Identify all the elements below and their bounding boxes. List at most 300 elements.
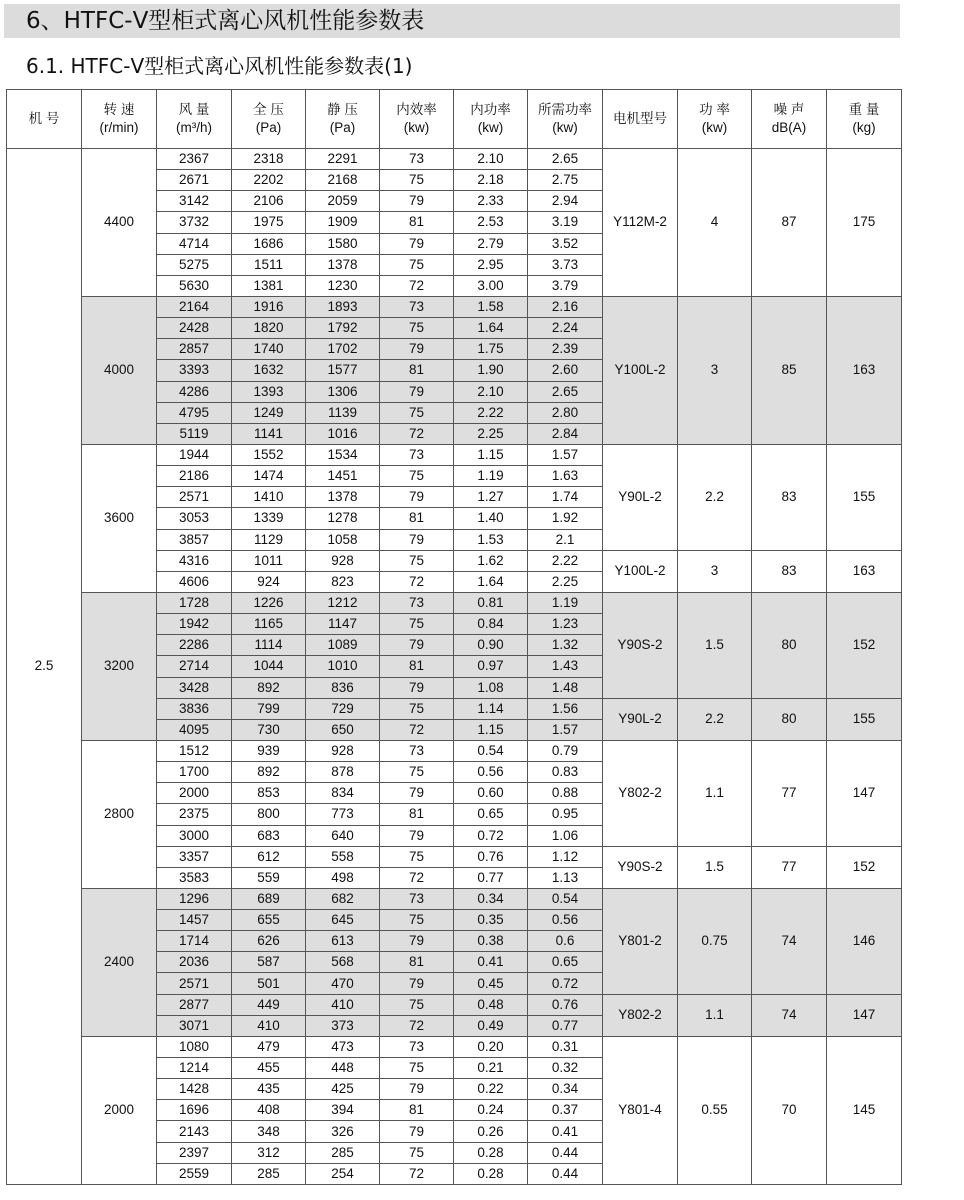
airflow-cell: 1214 xyxy=(157,1058,232,1079)
airflow-cell: 4095 xyxy=(157,719,232,740)
airflow-cell: 2375 xyxy=(157,804,232,825)
required-power-cell: 2.80 xyxy=(528,402,603,423)
internal-power-cell: 2.25 xyxy=(454,423,528,444)
airflow-cell: 2559 xyxy=(157,1163,232,1184)
total-pressure-cell: 799 xyxy=(232,698,306,719)
speed-cell: 2000 xyxy=(82,1036,157,1184)
static-pressure-cell: 1702 xyxy=(306,339,380,360)
required-power-cell: 2.25 xyxy=(528,571,603,592)
airflow-cell: 1296 xyxy=(157,888,232,909)
airflow-cell: 3071 xyxy=(157,1015,232,1036)
efficiency-cell: 72 xyxy=(380,423,454,444)
motor-power-cell: 2.2 xyxy=(678,698,752,740)
internal-power-cell: 0.35 xyxy=(454,910,528,931)
internal-power-cell: 1.15 xyxy=(454,719,528,740)
static-pressure-cell: 823 xyxy=(306,571,380,592)
required-power-cell: 1.63 xyxy=(528,466,603,487)
total-pressure-cell: 1686 xyxy=(232,233,306,254)
static-pressure-cell: 1139 xyxy=(306,402,380,423)
speed-cell: 4000 xyxy=(82,296,157,444)
efficiency-cell: 79 xyxy=(380,677,454,698)
efficiency-cell: 81 xyxy=(380,1100,454,1121)
required-power-cell: 1.74 xyxy=(528,487,603,508)
internal-power-cell: 2.22 xyxy=(454,402,528,423)
static-pressure-cell: 836 xyxy=(306,677,380,698)
efficiency-cell: 75 xyxy=(380,318,454,339)
motor-model-cell: Y100L-2 xyxy=(603,550,678,592)
total-pressure-cell: 1410 xyxy=(232,487,306,508)
internal-power-cell: 0.38 xyxy=(454,931,528,952)
column-header-line: (kw) xyxy=(701,120,728,135)
total-pressure-cell: 626 xyxy=(232,931,306,952)
total-pressure-cell: 285 xyxy=(232,1163,306,1184)
static-pressure-cell: 1378 xyxy=(306,487,380,508)
static-pressure-cell: 2059 xyxy=(306,191,380,212)
motor-model-cell: Y112M-2 xyxy=(603,149,678,297)
required-power-cell: 1.57 xyxy=(528,719,603,740)
column-header-line: 内功率 xyxy=(470,102,511,117)
column-header-line: 转 速 xyxy=(103,102,135,117)
internal-power-cell: 1.58 xyxy=(454,296,528,317)
total-pressure-cell: 449 xyxy=(232,994,306,1015)
table-row xyxy=(7,592,902,613)
efficiency-cell: 73 xyxy=(380,740,454,761)
static-pressure-cell: 650 xyxy=(306,719,380,740)
column-header xyxy=(603,90,678,149)
efficiency-cell: 75 xyxy=(380,698,454,719)
noise-cell: 80 xyxy=(752,592,827,698)
efficiency-cell: 73 xyxy=(380,444,454,465)
motor-power-cell: 3 xyxy=(678,550,752,592)
required-power-cell: 0.6 xyxy=(528,931,603,952)
static-pressure-cell: 928 xyxy=(306,740,380,761)
efficiency-cell: 81 xyxy=(380,508,454,529)
total-pressure-cell: 1975 xyxy=(232,212,306,233)
efficiency-cell: 73 xyxy=(380,296,454,317)
required-power-cell: 2.16 xyxy=(528,296,603,317)
airflow-cell: 3732 xyxy=(157,212,232,233)
static-pressure-cell: 1089 xyxy=(306,635,380,656)
total-pressure-cell: 892 xyxy=(232,677,306,698)
total-pressure-cell: 1474 xyxy=(232,466,306,487)
required-power-cell: 2.24 xyxy=(528,318,603,339)
motor-model-cell: Y802-2 xyxy=(603,740,678,846)
airflow-cell: 3857 xyxy=(157,529,232,550)
required-power-cell: 0.44 xyxy=(528,1142,603,1163)
required-power-cell: 0.34 xyxy=(528,1079,603,1100)
column-header xyxy=(82,90,157,149)
total-pressure-cell: 939 xyxy=(232,740,306,761)
static-pressure-cell: 1147 xyxy=(306,614,380,635)
internal-power-cell: 0.41 xyxy=(454,952,528,973)
total-pressure-cell: 455 xyxy=(232,1058,306,1079)
internal-power-cell: 1.53 xyxy=(454,529,528,550)
weight-cell: 146 xyxy=(827,888,902,994)
internal-power-cell: 1.90 xyxy=(454,360,528,381)
noise-cell: 87 xyxy=(752,149,827,297)
table-body xyxy=(7,149,902,1185)
internal-power-cell: 1.27 xyxy=(454,487,528,508)
column-header-line: (r/min) xyxy=(99,120,139,135)
motor-power-cell: 0.55 xyxy=(678,1036,752,1184)
required-power-cell: 0.65 xyxy=(528,952,603,973)
airflow-cell: 2714 xyxy=(157,656,232,677)
airflow-cell: 2671 xyxy=(157,170,232,191)
airflow-cell: 3142 xyxy=(157,191,232,212)
static-pressure-cell: 1577 xyxy=(306,360,380,381)
internal-power-cell: 1.08 xyxy=(454,677,528,698)
required-power-cell: 3.79 xyxy=(528,275,603,296)
required-power-cell: 0.54 xyxy=(528,888,603,909)
total-pressure-cell: 612 xyxy=(232,846,306,867)
column-header xyxy=(232,90,306,149)
column-header xyxy=(380,90,454,149)
efficiency-cell: 79 xyxy=(380,1121,454,1142)
required-power-cell: 0.72 xyxy=(528,973,603,994)
required-power-cell: 2.39 xyxy=(528,339,603,360)
internal-power-cell: 0.45 xyxy=(454,973,528,994)
efficiency-cell: 79 xyxy=(380,339,454,360)
efficiency-cell: 72 xyxy=(380,719,454,740)
column-header-line: 风 量 xyxy=(178,102,210,117)
weight-cell: 163 xyxy=(827,296,902,444)
static-pressure-cell: 1230 xyxy=(306,275,380,296)
total-pressure-cell: 435 xyxy=(232,1079,306,1100)
noise-cell: 77 xyxy=(752,740,827,846)
total-pressure-cell: 1632 xyxy=(232,360,306,381)
airflow-cell: 4714 xyxy=(157,233,232,254)
airflow-cell: 2428 xyxy=(157,318,232,339)
noise-cell: 74 xyxy=(752,994,827,1036)
internal-power-cell: 0.20 xyxy=(454,1036,528,1057)
total-pressure-cell: 1114 xyxy=(232,635,306,656)
column-header-line: 全 压 xyxy=(253,102,284,117)
efficiency-cell: 75 xyxy=(380,254,454,275)
required-power-cell: 2.94 xyxy=(528,191,603,212)
total-pressure-cell: 559 xyxy=(232,867,306,888)
efficiency-cell: 81 xyxy=(380,656,454,677)
total-pressure-cell: 1916 xyxy=(232,296,306,317)
internal-power-cell: 0.84 xyxy=(454,614,528,635)
static-pressure-cell: 682 xyxy=(306,888,380,909)
airflow-cell: 5119 xyxy=(157,423,232,444)
efficiency-cell: 75 xyxy=(380,466,454,487)
efficiency-cell: 72 xyxy=(380,1015,454,1036)
static-pressure-cell: 2291 xyxy=(306,149,380,170)
static-pressure-cell: 394 xyxy=(306,1100,380,1121)
motor-model-cell: Y100L-2 xyxy=(603,296,678,444)
total-pressure-cell: 501 xyxy=(232,973,306,994)
airflow-cell: 2877 xyxy=(157,994,232,1015)
internal-power-cell: 0.26 xyxy=(454,1121,528,1142)
required-power-cell: 2.65 xyxy=(528,149,603,170)
motor-model-cell: Y801-2 xyxy=(603,888,678,994)
internal-power-cell: 0.34 xyxy=(454,888,528,909)
table-row xyxy=(7,888,902,909)
table-row xyxy=(7,1036,902,1057)
static-pressure-cell: 834 xyxy=(306,783,380,804)
column-header-line: 所需功率 xyxy=(538,102,592,117)
column-header xyxy=(454,90,528,149)
efficiency-cell: 79 xyxy=(380,825,454,846)
total-pressure-cell: 1339 xyxy=(232,508,306,529)
total-pressure-cell: 1129 xyxy=(232,529,306,550)
airflow-cell: 1512 xyxy=(157,740,232,761)
airflow-cell: 4606 xyxy=(157,571,232,592)
total-pressure-cell: 1141 xyxy=(232,423,306,444)
airflow-cell: 1728 xyxy=(157,592,232,613)
column-header-line: dB(A) xyxy=(771,120,807,135)
internal-power-cell: 0.76 xyxy=(454,846,528,867)
efficiency-cell: 79 xyxy=(380,529,454,550)
airflow-cell: 2186 xyxy=(157,466,232,487)
required-power-cell: 1.57 xyxy=(528,444,603,465)
weight-cell: 147 xyxy=(827,994,902,1036)
total-pressure-cell: 2318 xyxy=(232,149,306,170)
efficiency-cell: 79 xyxy=(380,783,454,804)
efficiency-cell: 79 xyxy=(380,635,454,656)
required-power-cell: 2.60 xyxy=(528,360,603,381)
column-header-line: (Pa) xyxy=(329,120,356,135)
table-row xyxy=(7,444,902,465)
total-pressure-cell: 1249 xyxy=(232,402,306,423)
internal-power-cell: 2.79 xyxy=(454,233,528,254)
internal-power-cell: 0.60 xyxy=(454,783,528,804)
efficiency-cell: 72 xyxy=(380,275,454,296)
internal-power-cell: 2.10 xyxy=(454,149,528,170)
total-pressure-cell: 1820 xyxy=(232,318,306,339)
total-pressure-cell: 1552 xyxy=(232,444,306,465)
static-pressure-cell: 928 xyxy=(306,550,380,571)
efficiency-cell: 79 xyxy=(380,973,454,994)
internal-power-cell: 2.33 xyxy=(454,191,528,212)
total-pressure-cell: 1740 xyxy=(232,339,306,360)
internal-power-cell: 1.19 xyxy=(454,466,528,487)
efficiency-cell: 75 xyxy=(380,170,454,191)
internal-power-cell: 0.28 xyxy=(454,1142,528,1163)
efficiency-cell: 79 xyxy=(380,233,454,254)
efficiency-cell: 81 xyxy=(380,212,454,233)
efficiency-cell: 81 xyxy=(380,804,454,825)
static-pressure-cell: 1378 xyxy=(306,254,380,275)
column-header-line: (kw) xyxy=(403,120,430,135)
total-pressure-cell: 1511 xyxy=(232,254,306,275)
motor-model-cell: Y801-4 xyxy=(603,1036,678,1184)
internal-power-cell: 1.40 xyxy=(454,508,528,529)
column-header xyxy=(827,90,902,149)
total-pressure-cell: 408 xyxy=(232,1100,306,1121)
airflow-cell: 2571 xyxy=(157,487,232,508)
internal-power-cell: 1.62 xyxy=(454,550,528,571)
internal-power-cell: 2.18 xyxy=(454,170,528,191)
efficiency-cell: 75 xyxy=(380,1058,454,1079)
required-power-cell: 0.83 xyxy=(528,762,603,783)
efficiency-cell: 75 xyxy=(380,762,454,783)
static-pressure-cell: 410 xyxy=(306,994,380,1015)
column-header-line: 静 压 xyxy=(327,102,358,117)
static-pressure-cell: 1058 xyxy=(306,529,380,550)
airflow-cell: 2571 xyxy=(157,973,232,994)
airflow-cell: 2397 xyxy=(157,1142,232,1163)
airflow-cell: 1696 xyxy=(157,1100,232,1121)
total-pressure-cell: 1165 xyxy=(232,614,306,635)
static-pressure-cell: 1010 xyxy=(306,656,380,677)
internal-power-cell: 1.64 xyxy=(454,318,528,339)
airflow-cell: 2286 xyxy=(157,635,232,656)
efficiency-cell: 72 xyxy=(380,867,454,888)
total-pressure-cell: 683 xyxy=(232,825,306,846)
static-pressure-cell: 473 xyxy=(306,1036,380,1057)
internal-power-cell: 0.54 xyxy=(454,740,528,761)
efficiency-cell: 73 xyxy=(380,1036,454,1057)
internal-power-cell: 0.77 xyxy=(454,867,528,888)
internal-power-cell: 0.21 xyxy=(454,1058,528,1079)
table-row xyxy=(7,149,902,170)
total-pressure-cell: 410 xyxy=(232,1015,306,1036)
total-pressure-cell: 892 xyxy=(232,762,306,783)
airflow-cell: 1942 xyxy=(157,614,232,635)
internal-power-cell: 0.72 xyxy=(454,825,528,846)
column-header-line: (Pa) xyxy=(255,120,282,135)
total-pressure-cell: 312 xyxy=(232,1142,306,1163)
static-pressure-cell: 326 xyxy=(306,1121,380,1142)
column-header xyxy=(528,90,603,149)
required-power-cell: 0.32 xyxy=(528,1058,603,1079)
motor-power-cell: 1.1 xyxy=(678,994,752,1036)
total-pressure-cell: 800 xyxy=(232,804,306,825)
internal-power-cell: 0.90 xyxy=(454,635,528,656)
required-power-cell: 1.48 xyxy=(528,677,603,698)
required-power-cell: 1.12 xyxy=(528,846,603,867)
weight-cell: 163 xyxy=(827,550,902,592)
noise-cell: 80 xyxy=(752,698,827,740)
efficiency-cell: 75 xyxy=(380,614,454,635)
efficiency-cell: 75 xyxy=(380,1142,454,1163)
required-power-cell: 2.22 xyxy=(528,550,603,571)
total-pressure-cell: 479 xyxy=(232,1036,306,1057)
internal-power-cell: 0.48 xyxy=(454,994,528,1015)
internal-power-cell: 0.81 xyxy=(454,592,528,613)
motor-power-cell: 0.75 xyxy=(678,888,752,994)
internal-power-cell: 1.75 xyxy=(454,339,528,360)
efficiency-cell: 79 xyxy=(380,381,454,402)
airflow-cell: 3000 xyxy=(157,825,232,846)
column-header-line: 功 率 xyxy=(699,102,730,117)
column-header xyxy=(7,90,82,149)
internal-power-cell: 2.10 xyxy=(454,381,528,402)
noise-cell: 83 xyxy=(752,444,827,550)
motor-power-cell: 3 xyxy=(678,296,752,444)
static-pressure-cell: 2168 xyxy=(306,170,380,191)
total-pressure-cell: 2202 xyxy=(232,170,306,191)
internal-power-cell: 1.64 xyxy=(454,571,528,592)
required-power-cell: 0.76 xyxy=(528,994,603,1015)
total-pressure-cell: 1044 xyxy=(232,656,306,677)
motor-model-cell: Y802-2 xyxy=(603,994,678,1036)
airflow-cell: 1944 xyxy=(157,444,232,465)
required-power-cell: 0.95 xyxy=(528,804,603,825)
column-header-line: (m³/h) xyxy=(176,120,212,135)
static-pressure-cell: 558 xyxy=(306,846,380,867)
required-power-cell: 2.65 xyxy=(528,381,603,402)
motor-model-cell: Y90S-2 xyxy=(603,846,678,888)
column-header-line: 内效率 xyxy=(396,102,437,117)
motor-power-cell: 1.5 xyxy=(678,846,752,888)
airflow-cell: 5630 xyxy=(157,275,232,296)
table-header-row xyxy=(7,90,902,149)
required-power-cell: 0.77 xyxy=(528,1015,603,1036)
airflow-cell: 4286 xyxy=(157,381,232,402)
internal-power-cell: 0.28 xyxy=(454,1163,528,1184)
required-power-cell: 0.31 xyxy=(528,1036,603,1057)
static-pressure-cell: 1278 xyxy=(306,508,380,529)
efficiency-cell: 79 xyxy=(380,487,454,508)
static-pressure-cell: 1792 xyxy=(306,318,380,339)
total-pressure-cell: 348 xyxy=(232,1121,306,1142)
motor-model-cell: Y90L-2 xyxy=(603,444,678,550)
total-pressure-cell: 924 xyxy=(232,571,306,592)
required-power-cell: 1.56 xyxy=(528,698,603,719)
motor-power-cell: 1.5 xyxy=(678,592,752,698)
airflow-cell: 2164 xyxy=(157,296,232,317)
efficiency-cell: 81 xyxy=(380,360,454,381)
column-header-line: (kw) xyxy=(552,120,578,135)
static-pressure-cell: 498 xyxy=(306,867,380,888)
efficiency-cell: 75 xyxy=(380,910,454,931)
speed-cell: 2400 xyxy=(82,888,157,1036)
static-pressure-cell: 773 xyxy=(306,804,380,825)
column-header-line: 电机型号 xyxy=(613,111,667,126)
required-power-cell: 2.1 xyxy=(528,529,603,550)
weight-cell: 155 xyxy=(827,444,902,550)
total-pressure-cell: 587 xyxy=(232,952,306,973)
required-power-cell: 0.88 xyxy=(528,783,603,804)
total-pressure-cell: 853 xyxy=(232,783,306,804)
column-header-line: (kw) xyxy=(477,120,504,135)
column-header xyxy=(752,90,827,149)
internal-power-cell: 0.24 xyxy=(454,1100,528,1121)
airflow-cell: 3836 xyxy=(157,698,232,719)
static-pressure-cell: 878 xyxy=(306,762,380,783)
airflow-cell: 1428 xyxy=(157,1079,232,1100)
required-power-cell: 0.79 xyxy=(528,740,603,761)
total-pressure-cell: 655 xyxy=(232,910,306,931)
weight-cell: 145 xyxy=(827,1036,902,1184)
efficiency-cell: 75 xyxy=(380,994,454,1015)
speed-cell: 4400 xyxy=(82,149,157,297)
static-pressure-cell: 373 xyxy=(306,1015,380,1036)
efficiency-cell: 81 xyxy=(380,952,454,973)
motor-power-cell: 1.1 xyxy=(678,740,752,846)
efficiency-cell: 79 xyxy=(380,1079,454,1100)
airflow-cell: 3357 xyxy=(157,846,232,867)
weight-cell: 175 xyxy=(827,149,902,297)
noise-cell: 77 xyxy=(752,846,827,888)
efficiency-cell: 73 xyxy=(380,888,454,909)
internal-power-cell: 0.97 xyxy=(454,656,528,677)
required-power-cell: 1.43 xyxy=(528,656,603,677)
weight-cell: 152 xyxy=(827,846,902,888)
efficiency-cell: 75 xyxy=(380,402,454,423)
airflow-cell: 4795 xyxy=(157,402,232,423)
motor-model-cell: Y90L-2 xyxy=(603,698,678,740)
static-pressure-cell: 1016 xyxy=(306,423,380,444)
static-pressure-cell: 1580 xyxy=(306,233,380,254)
static-pressure-cell: 1212 xyxy=(306,592,380,613)
column-header xyxy=(157,90,232,149)
performance-table xyxy=(6,89,902,1185)
required-power-cell: 0.44 xyxy=(528,1163,603,1184)
